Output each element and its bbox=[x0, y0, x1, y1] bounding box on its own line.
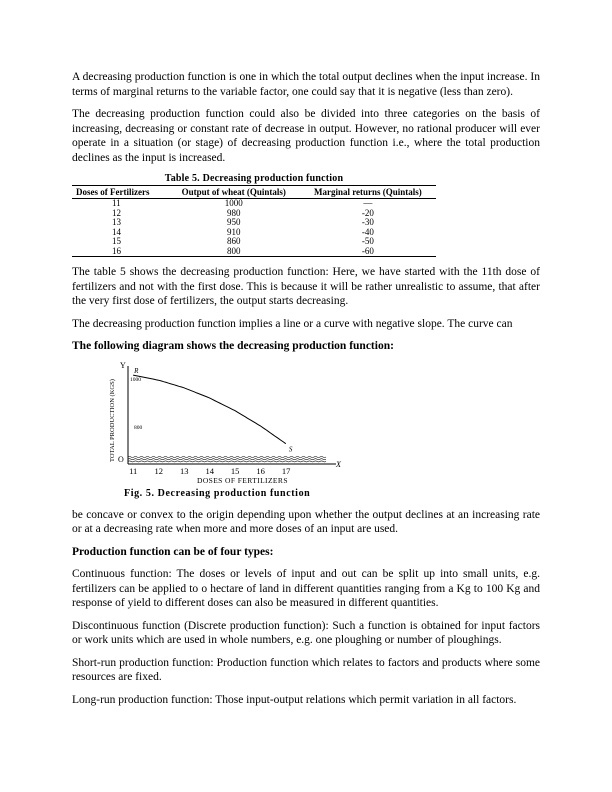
paragraph-concave-convex: be concave or convex to the origin depending upon whether the output declines at an increasing rate or at a decreasing rate when more and more doses of an input are used. bbox=[72, 508, 540, 535]
paragraph-table-explanation: The table 5 shows the decreasing production function: Here, we have started with the 11th dose of fertilizers and not with the first dose. This is because it will be rather unrealistic to assume, that after the very first dose of fertilizers, the output starts decreasing. bbox=[72, 266, 540, 307]
curve-end-label: S bbox=[288, 445, 293, 454]
y-tick-label: 800 bbox=[134, 424, 143, 431]
hatch-line bbox=[128, 456, 326, 457]
table-cell: 14 bbox=[112, 226, 121, 237]
table-cell: 12 bbox=[112, 207, 121, 218]
header-marginal: Marginal returns (Quintals) bbox=[313, 187, 422, 197]
table-cell: -50 bbox=[361, 236, 374, 246]
table-header-row bbox=[72, 186, 436, 199]
y-axis-letter: Y bbox=[120, 361, 126, 370]
table-row bbox=[72, 228, 436, 238]
table-cell: -60 bbox=[361, 245, 374, 256]
table-row bbox=[72, 209, 436, 219]
x-tick-label: 13 bbox=[180, 465, 189, 476]
paragraph-negative-slope: The decreasing production function implies a line or a curve with negative slope. The curve can bbox=[72, 317, 513, 330]
table-cell: -30 bbox=[361, 217, 374, 227]
table-row bbox=[72, 247, 436, 257]
table-cell: 950 bbox=[227, 217, 241, 227]
chart-title: Fig. 5. Decreasing production function bbox=[124, 487, 311, 499]
table-cell: 15 bbox=[112, 236, 121, 246]
paragraph-short-run: Short-run production function: Production function which relates to factors and products where some resources are fixed. bbox=[72, 656, 540, 683]
heading-types: Production function can be of four types: bbox=[72, 545, 274, 558]
paragraph-long-run: Long-run production function: Those input-output relations which permit variation in all factors. bbox=[72, 693, 517, 706]
curve-start-label: R bbox=[134, 366, 139, 375]
table-cell: 860 bbox=[227, 236, 241, 246]
table-cell: 1000 bbox=[224, 198, 243, 208]
production-table bbox=[72, 173, 436, 257]
origin-label: O bbox=[118, 454, 124, 464]
data-table bbox=[72, 185, 436, 257]
table-row bbox=[72, 237, 436, 247]
paragraph-discontinuous: Discontinuous function (Discrete production function): Such a function is obtained for input factors or work units which are used in whole numbers, e.g. one ploughing or number of ploughings. bbox=[72, 619, 540, 646]
table-cell: 13 bbox=[112, 217, 121, 227]
figure-decreasing-production bbox=[102, 362, 372, 502]
x-tick-label: 11 bbox=[129, 465, 138, 476]
y-tick-label: 1000 bbox=[130, 376, 141, 383]
table-cell: 11 bbox=[112, 198, 121, 208]
x-tick-label: 12 bbox=[154, 465, 164, 476]
table-caption: Table 5. Decreasing production function bbox=[164, 173, 344, 184]
production-curve bbox=[133, 375, 286, 444]
paragraph-categories: The decreasing production function could also be divided into three categories on the basis of increasing, decreasing or constant rate of decrease in output. However, no rational producer will ever operate in a situation (or stage) of decreasing production function i.e., where the total production declines as the input is increased. bbox=[72, 108, 540, 164]
heading-diagram: The following diagram shows the decreasing production function: bbox=[72, 340, 394, 352]
header-output: Output of wheat (Quintals) bbox=[181, 187, 286, 197]
table-row bbox=[72, 199, 436, 209]
table-cell: 910 bbox=[227, 226, 241, 237]
chart-svg bbox=[102, 362, 372, 502]
x-tick-label: 14 bbox=[205, 465, 214, 476]
x-tick-label: 15 bbox=[230, 465, 240, 476]
table-cell: -40 bbox=[361, 226, 374, 237]
paragraph-intro: A decreasing production function is one in which the total output declines when the input increase. In terms of marginal returns to the variable factor, one could say that it is negative (less than zero). bbox=[72, 71, 540, 98]
table-cell: -20 bbox=[361, 207, 374, 218]
x-axis-letter: X bbox=[336, 459, 341, 469]
paragraph-continuous: Continuous function: The doses or levels of input and out can be split up into small units, e.g. fertilizers can be applied to o hectare of land in different quantities ranging from a Kg to 100 Kg and response of yield to different doses can also be measured in different quantities. bbox=[72, 568, 540, 609]
table-cell: 800 bbox=[227, 245, 241, 256]
y-axis-title: TOTAL PRODUCTION (KGS) bbox=[109, 378, 116, 462]
x-tick-label: 16 bbox=[256, 465, 265, 476]
table-row bbox=[72, 218, 436, 228]
table-cell: 16 bbox=[112, 245, 121, 256]
hatch-line bbox=[128, 460, 326, 461]
table-cell: 980 bbox=[227, 207, 241, 218]
table-cell: — bbox=[363, 198, 373, 208]
hatch-line bbox=[128, 458, 326, 459]
header-doses: Doses of Fertilizers bbox=[76, 187, 150, 197]
x-tick-label: 17 bbox=[281, 465, 291, 476]
page bbox=[72, 70, 540, 715]
x-axis-title: DOSES OF FERTILIZERS bbox=[197, 475, 288, 485]
